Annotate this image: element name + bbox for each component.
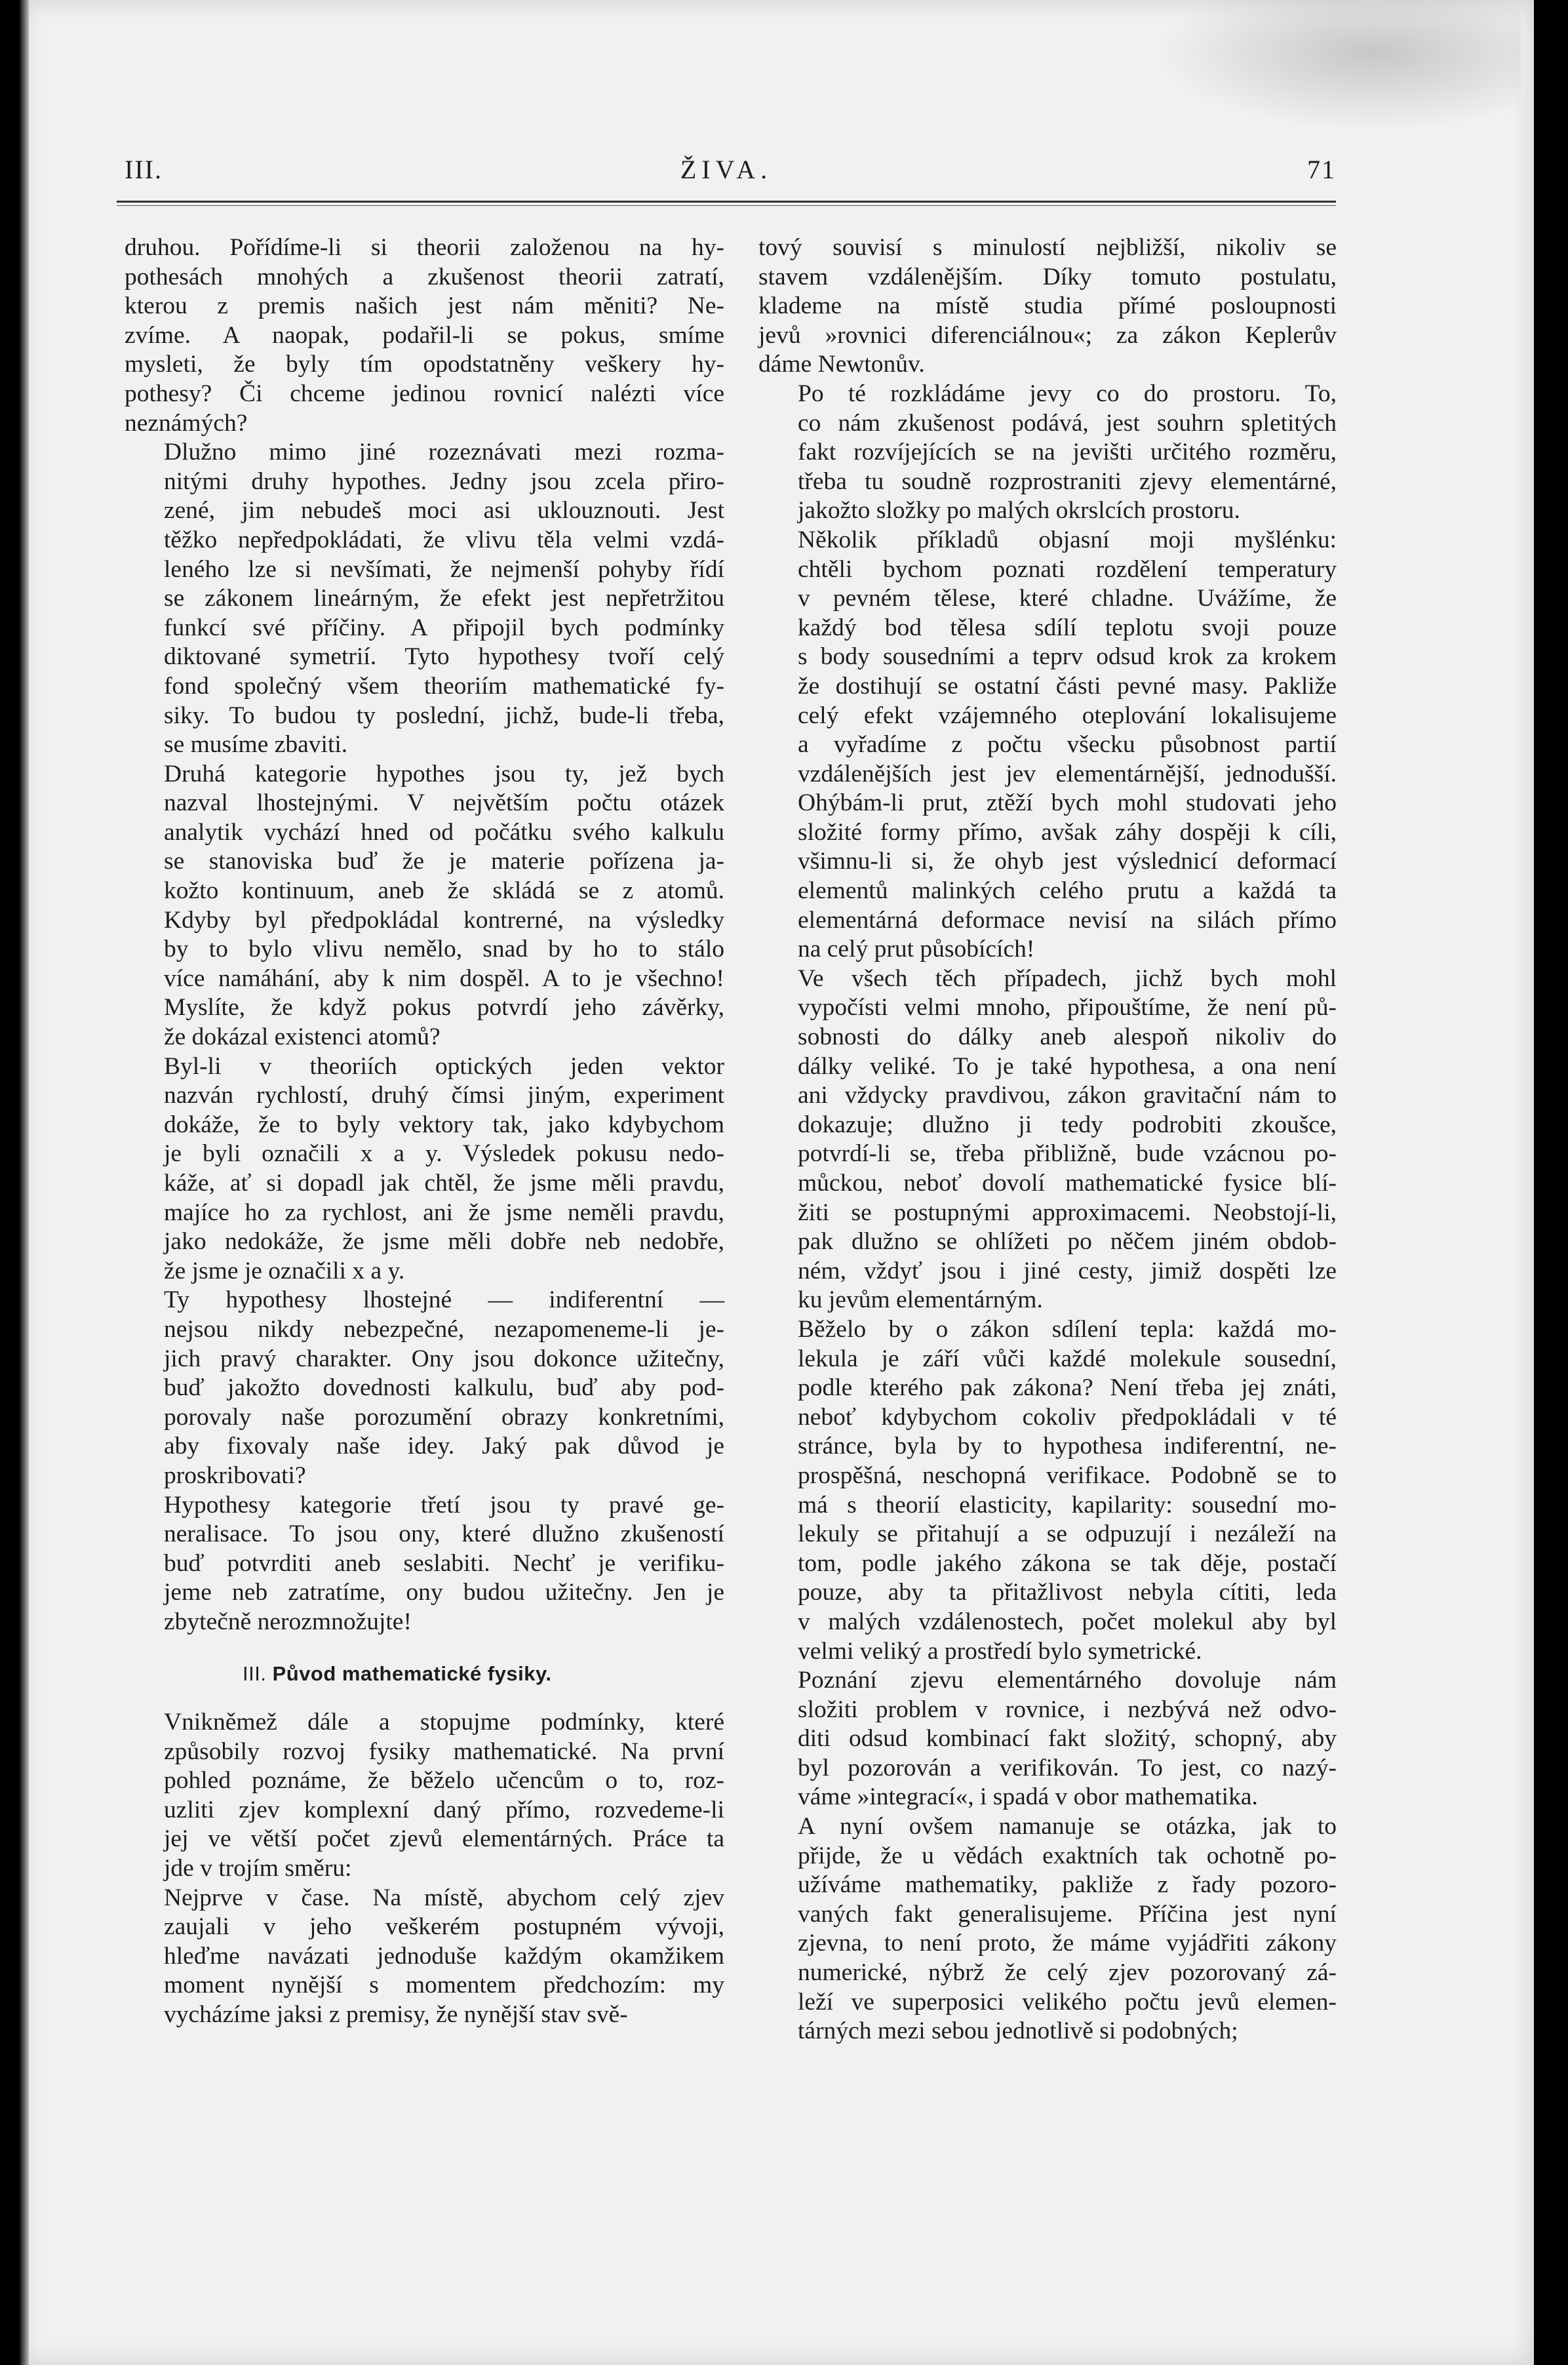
text-line: Dlužno mimo jiné rozeznávati mezi rozma- xyxy=(164,439,724,466)
text-line: Kdyby byl předpokládal kontrerné, na výsledky xyxy=(164,906,724,934)
text-line: numerické, nýbrž že celý zjev pozorovaný zá- xyxy=(798,1959,1337,1987)
text-line: vzdálenějších jest jev elementárnější, jednodušší. xyxy=(798,760,1337,787)
text-line: velmi veliký a prostředí bylo symetrické. xyxy=(798,1637,1202,1665)
text-line: aby fixovaly naše idey. Jaký pak důvod je xyxy=(164,1433,724,1460)
text-line: pouze, aby ta přitažlivost nebyla cítiti, leda xyxy=(798,1579,1337,1606)
text-line: by to bylo vlivu nemělo, snad by ho to stálo xyxy=(164,936,724,963)
text-line: Ohýbám-li prut, ztěží bych mohl studovati jeho xyxy=(798,789,1337,817)
text-line: Myslíte, že když pokus potvrdí jeho závěrky, xyxy=(164,994,724,1022)
text-line: dáme Newtonův. xyxy=(758,351,925,378)
text-line: zené, jim nebudeš moci asi uklouznouti. Jest xyxy=(164,497,724,525)
text-line: že dokázal existenci atomů? xyxy=(164,1024,441,1051)
text-line: vypočísti velmi mnoho, připouštíme, že není pů- xyxy=(798,994,1337,1022)
text-line: kožto kontinuum, aneb že skládá se z atomů. xyxy=(164,877,724,905)
text-line: majíce ho za rychlost, ani že jsme neměli pravdu, xyxy=(164,1199,724,1226)
text-line: lekula je září vůči každé molekule sousední, xyxy=(798,1345,1337,1372)
page-header xyxy=(117,154,1336,200)
text-line: jakožto složky po malých okrslcích prostoru. xyxy=(798,497,1240,525)
text-line: stavem vzdálenějším. Díky tomuto postulatu, xyxy=(758,263,1337,290)
text-line: neralisace. To jsou ony, které dlužno zkušeností xyxy=(164,1520,724,1548)
text-line: Běželo by o zákon sdílení tepla: každá mo- xyxy=(798,1315,1337,1343)
left-column xyxy=(125,233,724,2030)
paragraph xyxy=(758,380,1337,526)
text-line: ani vždycky pravdivou, zákon gravitační nám to xyxy=(798,1082,1337,1109)
text-line: proskribovati? xyxy=(164,1461,306,1489)
text-line: nejsou nikdy nebezpečné, nezapomeneme-li je- xyxy=(164,1315,724,1343)
text-line: celý efekt vzájemného oteplování lokalisujeme xyxy=(798,702,1337,729)
text-line: se zákonem lineárným, že efekt jest nepřetržitou xyxy=(164,585,724,612)
text-line: pothesy? Či chceme jedinou rovnicí nalézti více xyxy=(125,380,724,407)
text-line: pohled poznáme, že běželo učencům o to, roz- xyxy=(164,1767,724,1795)
paragraph xyxy=(125,1286,724,1490)
text-line: leného lze si nevšímati, že nejmenší pohyby řídí xyxy=(164,555,724,583)
paragraph xyxy=(125,233,724,438)
text-line: Hypothesy kategorie třetí jsou ty pravé ge- xyxy=(164,1491,724,1519)
text-line: dálky veliké. To je také hypothesa, a ona není xyxy=(798,1052,1337,1080)
header-rule xyxy=(117,201,1336,206)
text-line: složiti problem v rovnice, i nezbývá než odvo- xyxy=(798,1696,1337,1723)
text-line: zaujali v jeho veškerém postupném vývoji, xyxy=(164,1913,724,1941)
text-line: jako nedokáže, že jsme měli dobře neb nedobře, xyxy=(164,1228,724,1256)
text-line: Nejprve v čase. Na místě, abychom celý zjev xyxy=(164,1884,724,1911)
text-line: podle kterého pak zákona? Není třeba jej znáti, xyxy=(798,1374,1337,1402)
text-line: tárných mezi sebou jednotlivě si podobných; xyxy=(798,2017,1238,2045)
text-line: jich pravý charakter. Ony jsou dokonce užitečny, xyxy=(164,1345,724,1372)
text-line: buď jakožto dovednosti kalkulu, buď aby pod- xyxy=(164,1374,724,1402)
text-line: druhou. Pořídíme-li si theorii založenou na hy- xyxy=(125,234,724,261)
paragraph xyxy=(125,438,724,760)
text-line: neboť kdybychom cokoliv předpokládali v té xyxy=(798,1403,1337,1431)
text-line: Vnikněmež dále a stopujme podmínky, které xyxy=(164,1709,724,1736)
text-line: chtěli bychom poznati rozdělení temperatury xyxy=(798,555,1337,583)
text-line: hleďme navázati jednoduše každým okamžikem xyxy=(164,1942,724,1970)
text-line: jevů »rovnici diferenciálnou«; za zákon Keplerův xyxy=(758,321,1337,349)
text-line: způsobily rozvoj fysiky mathematické. Na první xyxy=(164,1738,724,1765)
text-line: se stanoviska buď že je materie pořízena ja- xyxy=(164,848,724,875)
text-line: elementů malinkých celého prutu a každá ta xyxy=(798,877,1337,905)
text-line: jde v trojím směru: xyxy=(164,1855,352,1882)
text-line: leží ve superposici velikého počtu jevů elemen- xyxy=(798,1988,1337,2016)
text-line: potvrdí-li se, třeba přibližně, bude vzácnou po- xyxy=(798,1140,1337,1168)
text-line: funkcí své příčiny. A připojil bych podmínky xyxy=(164,614,724,641)
text-line: diktované symetrií. Tyto hypothesy tvoří celý xyxy=(164,643,724,671)
text-line: třeba tu soudně rozprostraniti zjevy elementárné, xyxy=(798,467,1337,495)
text-line: stránce, byla by to hypothesa indiferentní, ne- xyxy=(798,1433,1337,1460)
text-line: diti odsud kombinací fakt složitý, schopný, aby xyxy=(798,1725,1337,1753)
text-line: Poznání zjevu elementárného dovoluje nám xyxy=(798,1667,1337,1694)
header-page-number: 71 xyxy=(1307,155,1336,184)
paragraph xyxy=(758,233,1337,380)
header-volume: III. xyxy=(125,155,163,184)
text-line: Druhá kategorie hypothes jsou ty, jež bych xyxy=(164,760,724,787)
right-column xyxy=(758,233,1337,2046)
text-line: mysleti, že byly tím opodstatněny veškery hy- xyxy=(125,351,724,378)
text-line: užíváme mathematiky, pakliže z řady pozoro- xyxy=(798,1871,1337,1899)
text-line: složité formy přímo, avšak záhy dospěji k cíli, xyxy=(798,818,1337,846)
text-line: klademe na místě studia přímé posloupnosti xyxy=(758,292,1337,320)
text-line: přijde, že u vědách exaktních tak ochotně po- xyxy=(798,1842,1337,1869)
paragraph xyxy=(125,1052,724,1286)
text-line: můckou, neboť dovolí mathematické fysice blí- xyxy=(798,1170,1337,1197)
text-line: analytik vychází hned od počátku svého kalkulu xyxy=(164,818,724,846)
text-line: Několik příkladů objasní moji myšlénku: xyxy=(798,526,1337,553)
text-line: má s theorií elasticity, kapilarity: sousední mo- xyxy=(798,1491,1337,1519)
text-line: Po té rozkládáme jevy co do prostoru. To, xyxy=(798,380,1337,407)
text-line: Byl-li v theoriích optických jeden vektor xyxy=(164,1052,724,1080)
section-number: III. xyxy=(243,1661,273,1685)
text-line: prospěšná, neschopná verifikace. Podobně se to xyxy=(798,1461,1337,1489)
text-line: lekuly se přitahují a se odpuzují i nezáleží na xyxy=(798,1520,1337,1548)
text-line: sobnosti do dálky aneb alespoň nikoliv do xyxy=(798,1024,1337,1051)
text-line: všimnu-li si, že ohyb jest výslednicí deformací xyxy=(798,848,1337,875)
paragraph xyxy=(125,760,724,1052)
text-line: fakt rozvíjejících se na jevišti určitého rozměru, xyxy=(798,439,1337,466)
text-line: ku jevům elementárným. xyxy=(798,1286,1043,1314)
text-line: neznámých? xyxy=(125,409,248,437)
text-line: jeme neb zatratíme, ony budou užitečny. Jen je xyxy=(164,1579,724,1606)
text-line: káže, ať si dopadl jak chtěl, že jsme měli pravdu, xyxy=(164,1170,724,1197)
text-line: dokáže, že to byly vektory tak, jako kdybychom xyxy=(164,1111,724,1138)
text-line: každý bod tělesa sdílí teplotu svoji pouze xyxy=(798,614,1337,641)
text-line: v pevném tělese, které chladne. Uvážíme, že xyxy=(798,585,1337,612)
text-line: nitými druhy hypothes. Jedny jsou zcela přiro- xyxy=(164,467,724,495)
section-title: Původ mathematické fysiky. xyxy=(272,1661,552,1685)
text-line: Ty hypothesy lhostejné — indiferentní — xyxy=(164,1286,724,1314)
paragraph xyxy=(758,526,1337,964)
text-line: kterou z premis našich jest nám měniti? Ne- xyxy=(125,292,724,320)
text-line: tom, podle jakého zákona se tak děje, postačí xyxy=(798,1549,1337,1577)
text-line: fond společný všem theoriím mathematické fy- xyxy=(164,672,724,700)
text-line: porovaly naše porozumění obrazy konkretními, xyxy=(164,1403,724,1431)
text-line: dokazuje; dlužno ji tedy podrobiti zkoušce, xyxy=(798,1111,1337,1138)
text-line: vycházíme jaksi z premisy, že nynější stav svě- xyxy=(164,2001,628,2029)
text-line: uzliti zjev komplexní daný přímo, rozvedeme-li xyxy=(164,1796,724,1823)
section-heading xyxy=(243,1659,724,1689)
text-line: a vyřadíme z počtu všecku působnost partií xyxy=(798,731,1337,759)
text-line: že jsme je označili x a y. xyxy=(164,1257,405,1284)
paragraph xyxy=(758,1812,1337,2046)
text-line: siky. To budou ty poslední, jichž, bude-li třeba, xyxy=(164,702,724,729)
text-line: těžko nepředpokládati, že vlivu těla velmi vzdá- xyxy=(164,526,724,553)
paragraph xyxy=(758,1666,1337,1812)
text-line: žiti se postupnými approximacemi. Neobstojí-li, xyxy=(798,1199,1337,1226)
text-line: s body sousedními a teprv odsud krok za krokem xyxy=(798,643,1337,671)
text-line: zbytečně nerozmnožujte! xyxy=(164,1608,412,1635)
text-line: nazván rychlostí, druhý čímsi jiným, experiment xyxy=(164,1082,724,1109)
text-line: zvíme. A naopak, podařil-li se pokus, smíme xyxy=(125,321,724,349)
text-line: ném, vždyť jsou i jiné cesty, jimiž dospěti lze xyxy=(798,1257,1337,1284)
text-line: vaných fakt generalisujeme. Příčina jest nyní xyxy=(798,1900,1337,1928)
text-line: je byli označili x a y. Výsledek pokusu nedo- xyxy=(164,1140,724,1168)
text-line: A nyní ovšem namanuje se otázka, jak to xyxy=(798,1813,1337,1840)
text-line: zjevna, to není proto, že máme vyjádřiti zákony xyxy=(798,1930,1337,1957)
text-line: co nám zkušenost podává, jest souhrn spletitých xyxy=(798,409,1337,437)
text-line: moment nynější s momentem předchozím: my xyxy=(164,1972,724,1999)
text-line: pak dlužno se ohlížeti po něčem jiném obdob- xyxy=(798,1228,1337,1256)
text-line: více namáhání, aby k nim dospěl. A to je všechno! xyxy=(164,964,724,992)
text-line: váme »integrací«, i spadá v obor mathematika. xyxy=(798,1783,1258,1811)
text-line: tový souvisí s minulostí nejbližší, nikoliv se xyxy=(758,234,1337,261)
corner-stain xyxy=(1154,0,1521,131)
text-line: v malých vzdálenostech, počet molekul aby byl xyxy=(798,1608,1337,1635)
text-line: na celý prut působících! xyxy=(798,936,1035,963)
text-line: jej ve větší počet zjevů elementárných. Práce ta xyxy=(164,1825,724,1853)
text-line: byl pozorován a verifikován. To jest, co nazý- xyxy=(798,1754,1337,1781)
text-line: se musíme zbaviti. xyxy=(164,731,348,759)
text-line: nazval lhostejnými. V největším počtu otázek xyxy=(164,789,724,817)
paragraph xyxy=(758,1315,1337,1666)
paragraph xyxy=(758,964,1337,1315)
header-journal-title: ŽIVA. xyxy=(680,155,773,184)
text-line: Ve všech těch případech, jichž bych mohl xyxy=(798,964,1337,992)
text-line: elementárná deformace nevisí na silách přímo xyxy=(798,906,1337,934)
paragraph xyxy=(125,1884,724,2030)
text-line: pothesách mnohých a zkušenost theorii zatratí, xyxy=(125,263,724,290)
paragraph xyxy=(125,1491,724,1637)
text-line: že dostihují se ostatní části pevné masy. Pakliže xyxy=(798,672,1337,700)
text-line: buď potvrditi aneb seslabiti. Nechť je verifiku- xyxy=(164,1549,724,1577)
spine-edge xyxy=(20,0,29,2365)
paragraph xyxy=(125,1708,724,1884)
